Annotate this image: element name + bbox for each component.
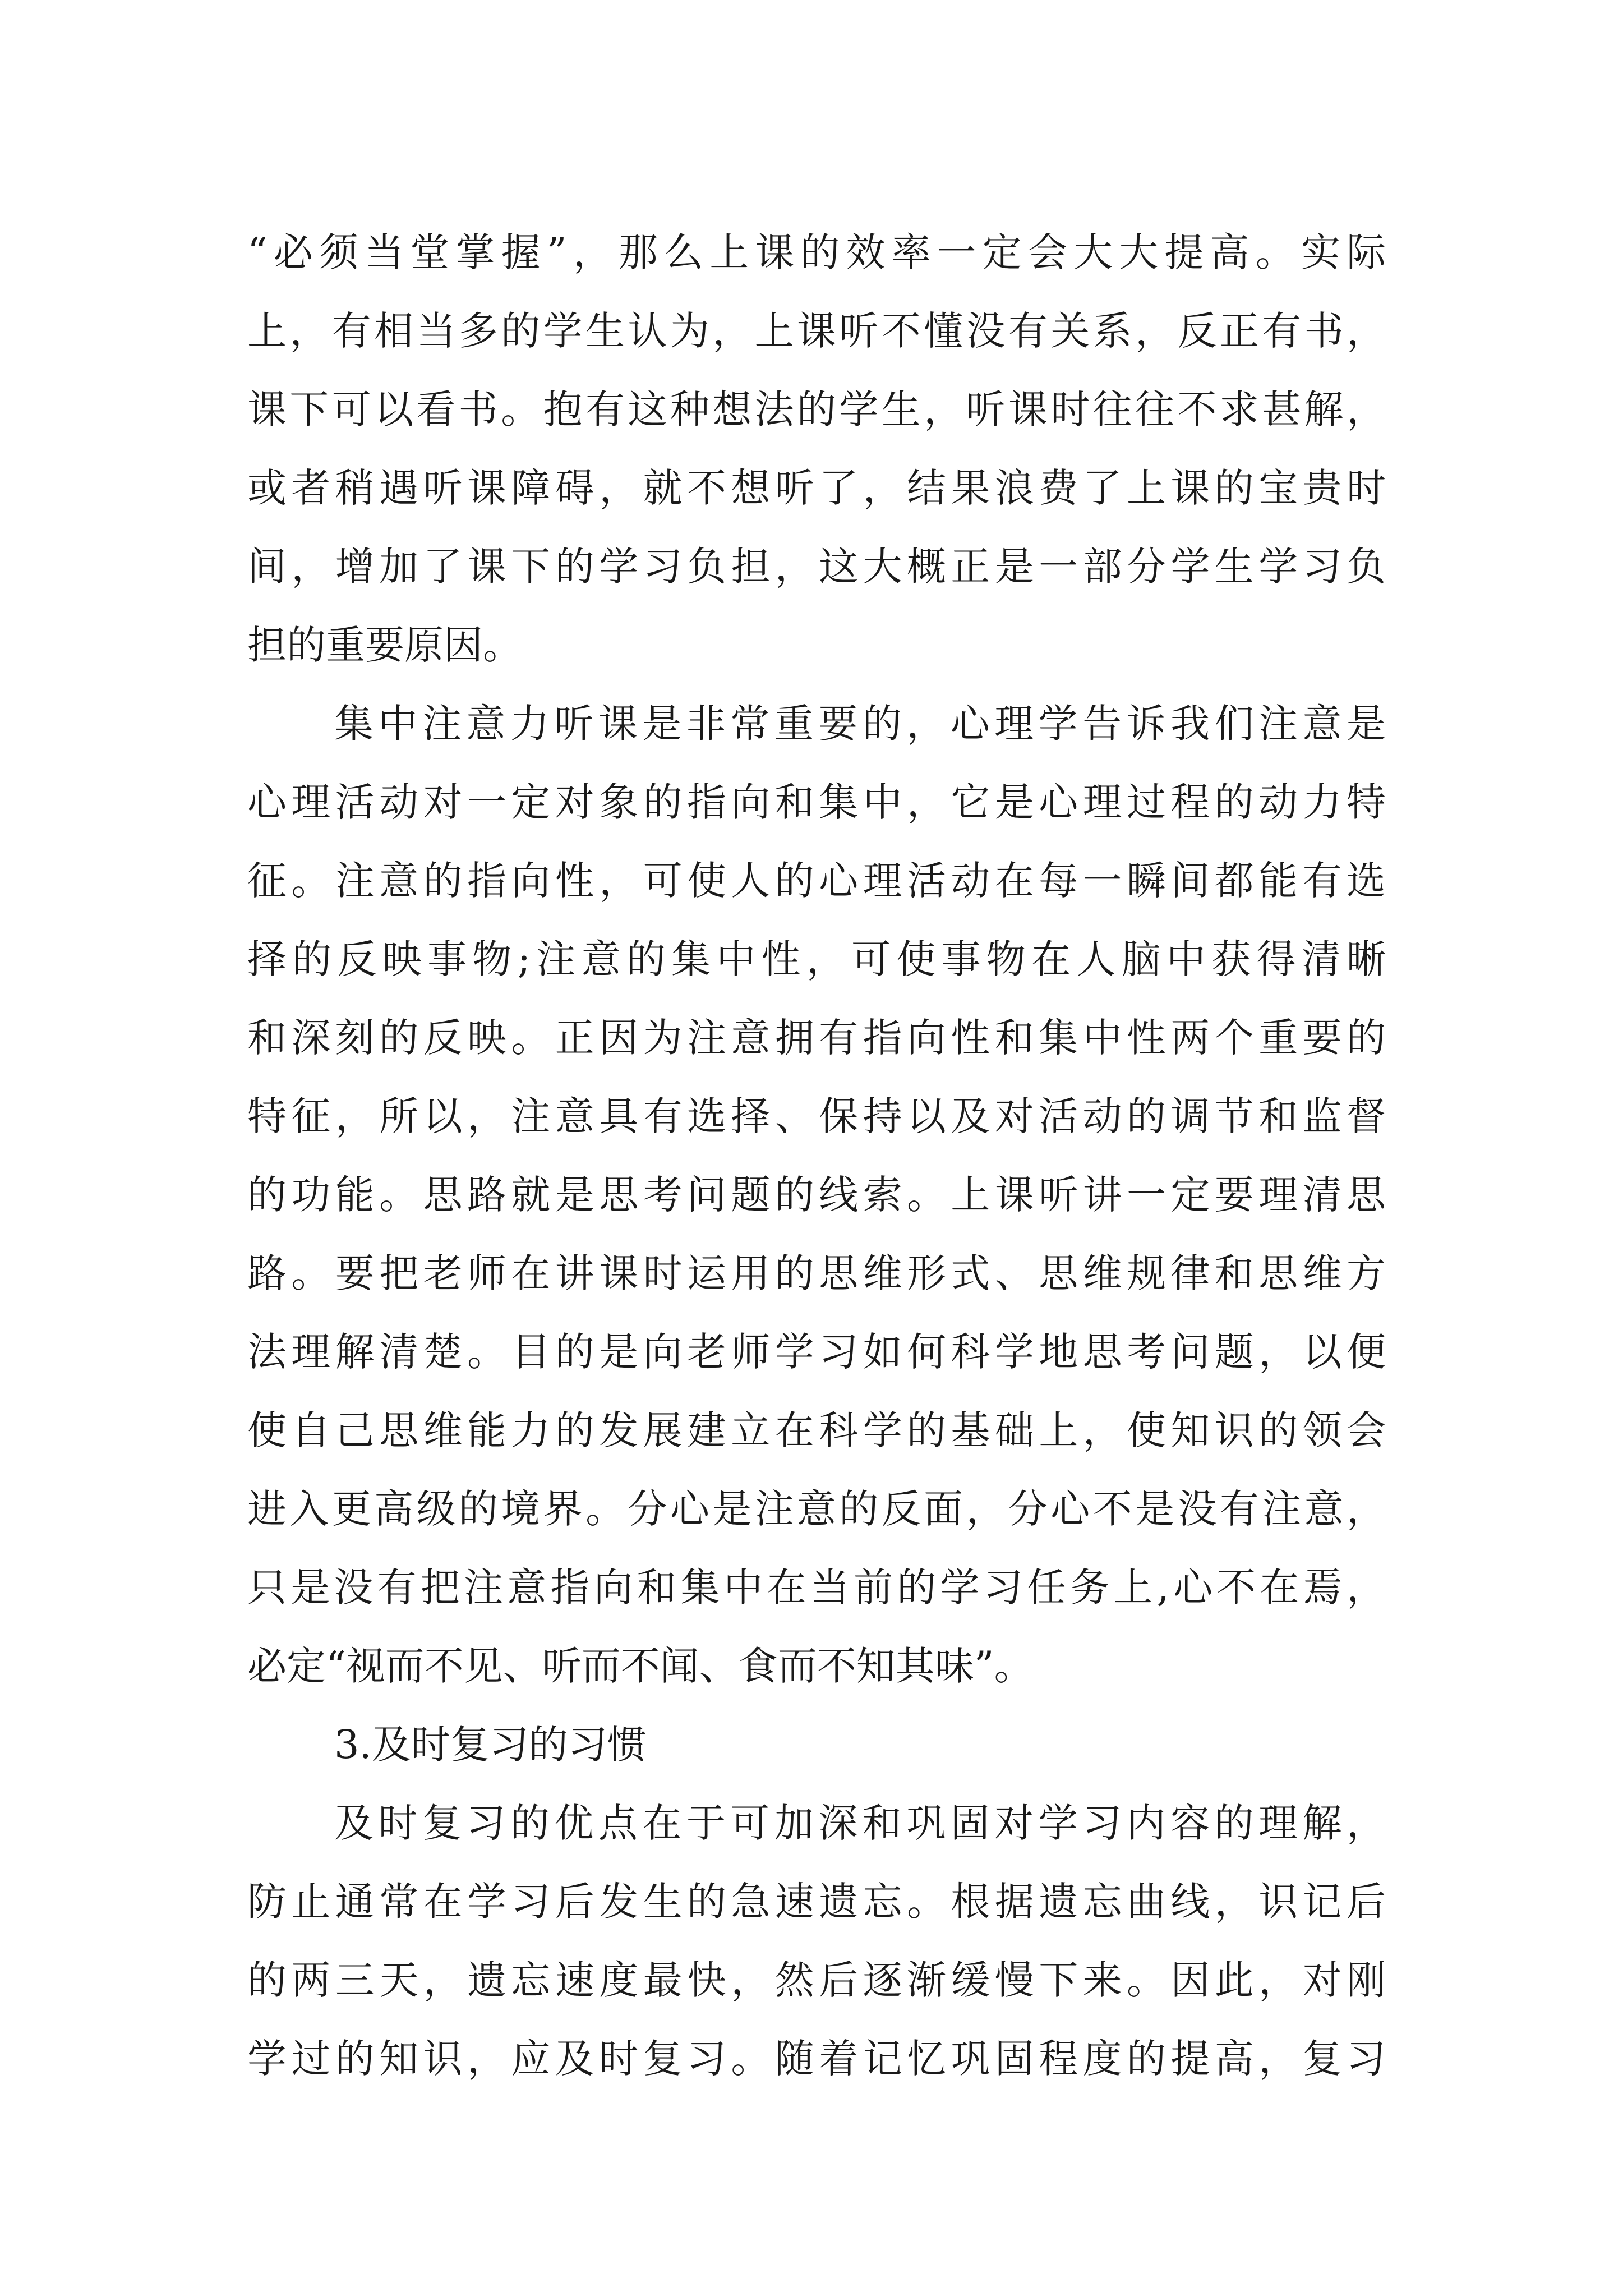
paragraph-1 [247, 213, 1386, 684]
text-line: 上，有相当多的学生认为，上课听不懂没有关系，反正有书， [247, 308, 1386, 354]
text-line: 必定“视而不见、听而不闻、食而不知其味”。 [247, 1643, 1034, 1689]
text-line: “必须当堂掌握”，那么上课的效率一定会大大提高。实际 [247, 229, 1386, 275]
text-line: 只是没有把注意指向和集中在当前的学习任务上,心不在焉， [247, 1565, 1386, 1611]
text-line: 防止通常在学习后发生的急速遗忘。根据遗忘曲线，识记后 [247, 1879, 1386, 1925]
text-line: 心理活动对一定对象的指向和集中，它是心理过程的动力特 [247, 779, 1386, 825]
text-line: 担的重要原因。 [247, 622, 522, 668]
text-line: 及时复习的优点在于可加深和巩固对学习内容的理解， [334, 1800, 1386, 1846]
text-line: 特征，所以，注意具有选择、保持以及对活动的调节和监督 [247, 1093, 1386, 1139]
text-line: 路。要把老师在讲课时运用的思维形式、思维规律和思维方 [247, 1250, 1386, 1296]
text-line: 的两三天，遗忘速度最快，然后逐渐缓慢下来。因此，对刚 [247, 1957, 1386, 2003]
text-line: 的功能。思路就是思考问题的线索。上课听讲一定要理清思 [247, 1172, 1386, 1218]
text-line: 使自己思维能力的发展建立在科学的基础上，使知识的领会 [247, 1407, 1386, 1453]
text-line: 和深刻的反映。正因为注意拥有指向性和集中性两个重要的 [247, 1015, 1386, 1061]
document-body [247, 213, 1386, 2098]
paragraph-3 [247, 1784, 1386, 2098]
text-line: 学过的知识，应及时复习。随着记忆巩固程度的提高，复习 [247, 2036, 1386, 2082]
section-heading-3 [247, 1705, 1386, 1784]
text-line: 间，增加了课下的学习负担，这大概正是一部分学生学习负 [247, 544, 1386, 590]
paragraph-2 [247, 684, 1386, 1705]
text-line: 课下可以看书。抱有这种想法的学生，听课时往往不求甚解， [247, 386, 1386, 432]
section-heading: 3.及时复习的习惯 [334, 1722, 647, 1768]
text-line: 或者稍遇听课障碍，就不想听了，结果浪费了上课的宝贵时 [247, 465, 1386, 511]
text-line: 集中注意力听课是非常重要的，心理学告诉我们注意是 [334, 701, 1386, 747]
text-line: 法理解清楚。目的是向老师学习如何科学地思考问题，以便 [247, 1329, 1386, 1375]
text-line: 征。注意的指向性，可使人的心理活动在每一瞬间都能有选 [247, 858, 1386, 904]
text-line: 择的反映事物;注意的集中性，可使事物在人脑中获得清晰 [247, 936, 1386, 982]
text-line: 进入更高级的境界。分心是注意的反面，分心不是没有注意， [247, 1486, 1386, 1532]
